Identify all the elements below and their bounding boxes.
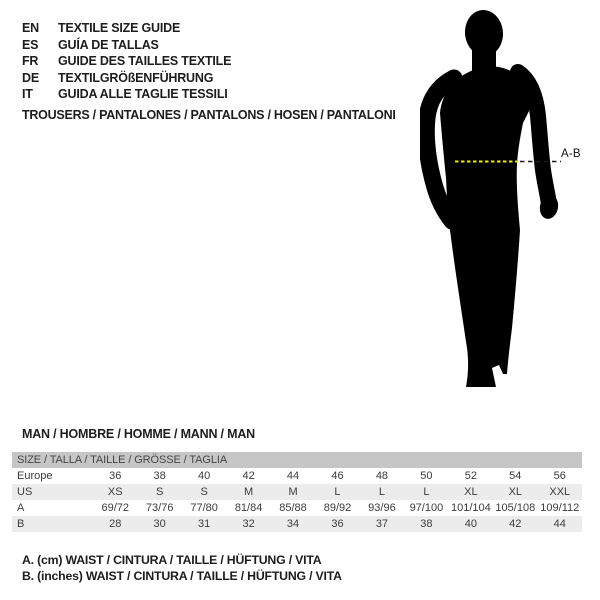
row-label: A <box>17 502 25 514</box>
garment-heading: TROUSERS / PANTALONES / PANTALONS / HOSEN / PANTALONI <box>22 108 396 122</box>
language-row <box>22 70 231 87</box>
row-label: US <box>17 486 33 498</box>
table-cell: L <box>378 486 385 498</box>
table-cell: 34 <box>286 518 300 530</box>
table-cell: 37 <box>375 518 389 530</box>
section-heading-man: MAN / HOMBRE / HOMME / MANN / MAN <box>22 427 255 441</box>
row-label: Europe <box>17 470 53 482</box>
language-label: GUÍA DE TALLAS <box>58 37 159 52</box>
table-cell: XXL <box>549 486 571 498</box>
table-cell: 40 <box>464 518 477 530</box>
table-cell: 44 <box>553 518 566 530</box>
table-cell: 46 <box>331 470 344 482</box>
language-code: ES <box>22 37 39 52</box>
table-cell: 56 <box>553 470 566 482</box>
table-cell: 73/76 <box>145 502 174 514</box>
table-cell: 36 <box>109 470 122 482</box>
table-cell: XL <box>508 486 523 498</box>
table-cell: 101/104 <box>450 502 491 514</box>
language-row <box>22 53 231 70</box>
table-cell: 93/96 <box>368 502 396 514</box>
size-table-header: SIZE / TALLA / TAILLE / GRÖSSE / TAGLIA <box>12 452 582 468</box>
man-silhouette-svg <box>420 8 580 393</box>
language-label: TEXTILE SIZE GUIDE <box>58 21 181 35</box>
table-cell: 42 <box>509 518 522 530</box>
man-silhouette-graphic <box>420 8 580 393</box>
table-cell: 85/88 <box>279 502 307 514</box>
note-b-inches: B. (inches) WAIST / CINTURA / TAILLE / HÜFTUNG / VITA <box>22 569 342 583</box>
table-cell: 44 <box>286 470 300 482</box>
table-cell: L <box>334 486 341 498</box>
table-cell: M <box>288 486 298 498</box>
table-cell: 69/72 <box>101 502 129 514</box>
measurement-notes <box>22 552 342 584</box>
table-cell: 36 <box>331 518 344 530</box>
table-cell: S <box>156 486 164 498</box>
table-cell: 42 <box>242 470 255 482</box>
language-row <box>22 20 231 37</box>
table-cell: XS <box>107 486 123 498</box>
language-label: GUIDE DES TAILLES TEXTILE <box>58 54 232 68</box>
silhouette-shapes <box>426 8 560 387</box>
table-row-us <box>12 484 582 500</box>
language-code: EN <box>22 21 39 35</box>
table-cell: 38 <box>420 518 433 530</box>
table-cell: 89/92 <box>323 502 352 514</box>
table-cell: 40 <box>198 470 211 482</box>
table-cell: 52 <box>464 470 477 482</box>
language-code: DE <box>22 70 39 85</box>
table-cell: 31 <box>198 518 211 530</box>
table-cell: S <box>200 486 208 498</box>
language-code: FR <box>22 54 39 68</box>
language-list <box>22 20 231 103</box>
language-label: TEXTILGRÖßENFÜHRUNG <box>58 70 214 85</box>
table-cell: M <box>244 486 254 498</box>
table-cell: 54 <box>509 470 522 482</box>
row-label: B <box>17 518 25 530</box>
table-row-b-inches <box>12 516 582 532</box>
language-label: GUIDA ALLE TAGLIE TESSILI <box>58 87 228 101</box>
table-cell: 48 <box>375 470 389 482</box>
note-a-cm: A. (cm) WAIST / CINTURA / TAILLE / HÜFTUNG / VITA <box>22 553 322 567</box>
table-cell: 32 <box>242 518 255 530</box>
language-row <box>22 86 231 103</box>
table-cell: 28 <box>109 518 122 530</box>
table-cell: 30 <box>153 518 166 530</box>
table-row-europe <box>12 468 582 484</box>
table-cell: 109/112 <box>540 502 580 514</box>
table-cell: 105/108 <box>495 502 536 514</box>
size-table <box>12 452 582 532</box>
table-cell: XL <box>464 486 478 498</box>
table-cell: 50 <box>420 470 433 482</box>
table-row-a-cm <box>12 500 582 516</box>
table-cell: 81/84 <box>234 502 263 514</box>
language-row <box>22 37 231 54</box>
table-cell: L <box>423 486 430 498</box>
language-code: IT <box>22 87 33 101</box>
measure-label-ab: A-B <box>561 148 581 160</box>
table-cell: 38 <box>153 470 166 482</box>
table-cell: 97/100 <box>409 502 444 514</box>
table-cell: 77/80 <box>190 502 218 514</box>
